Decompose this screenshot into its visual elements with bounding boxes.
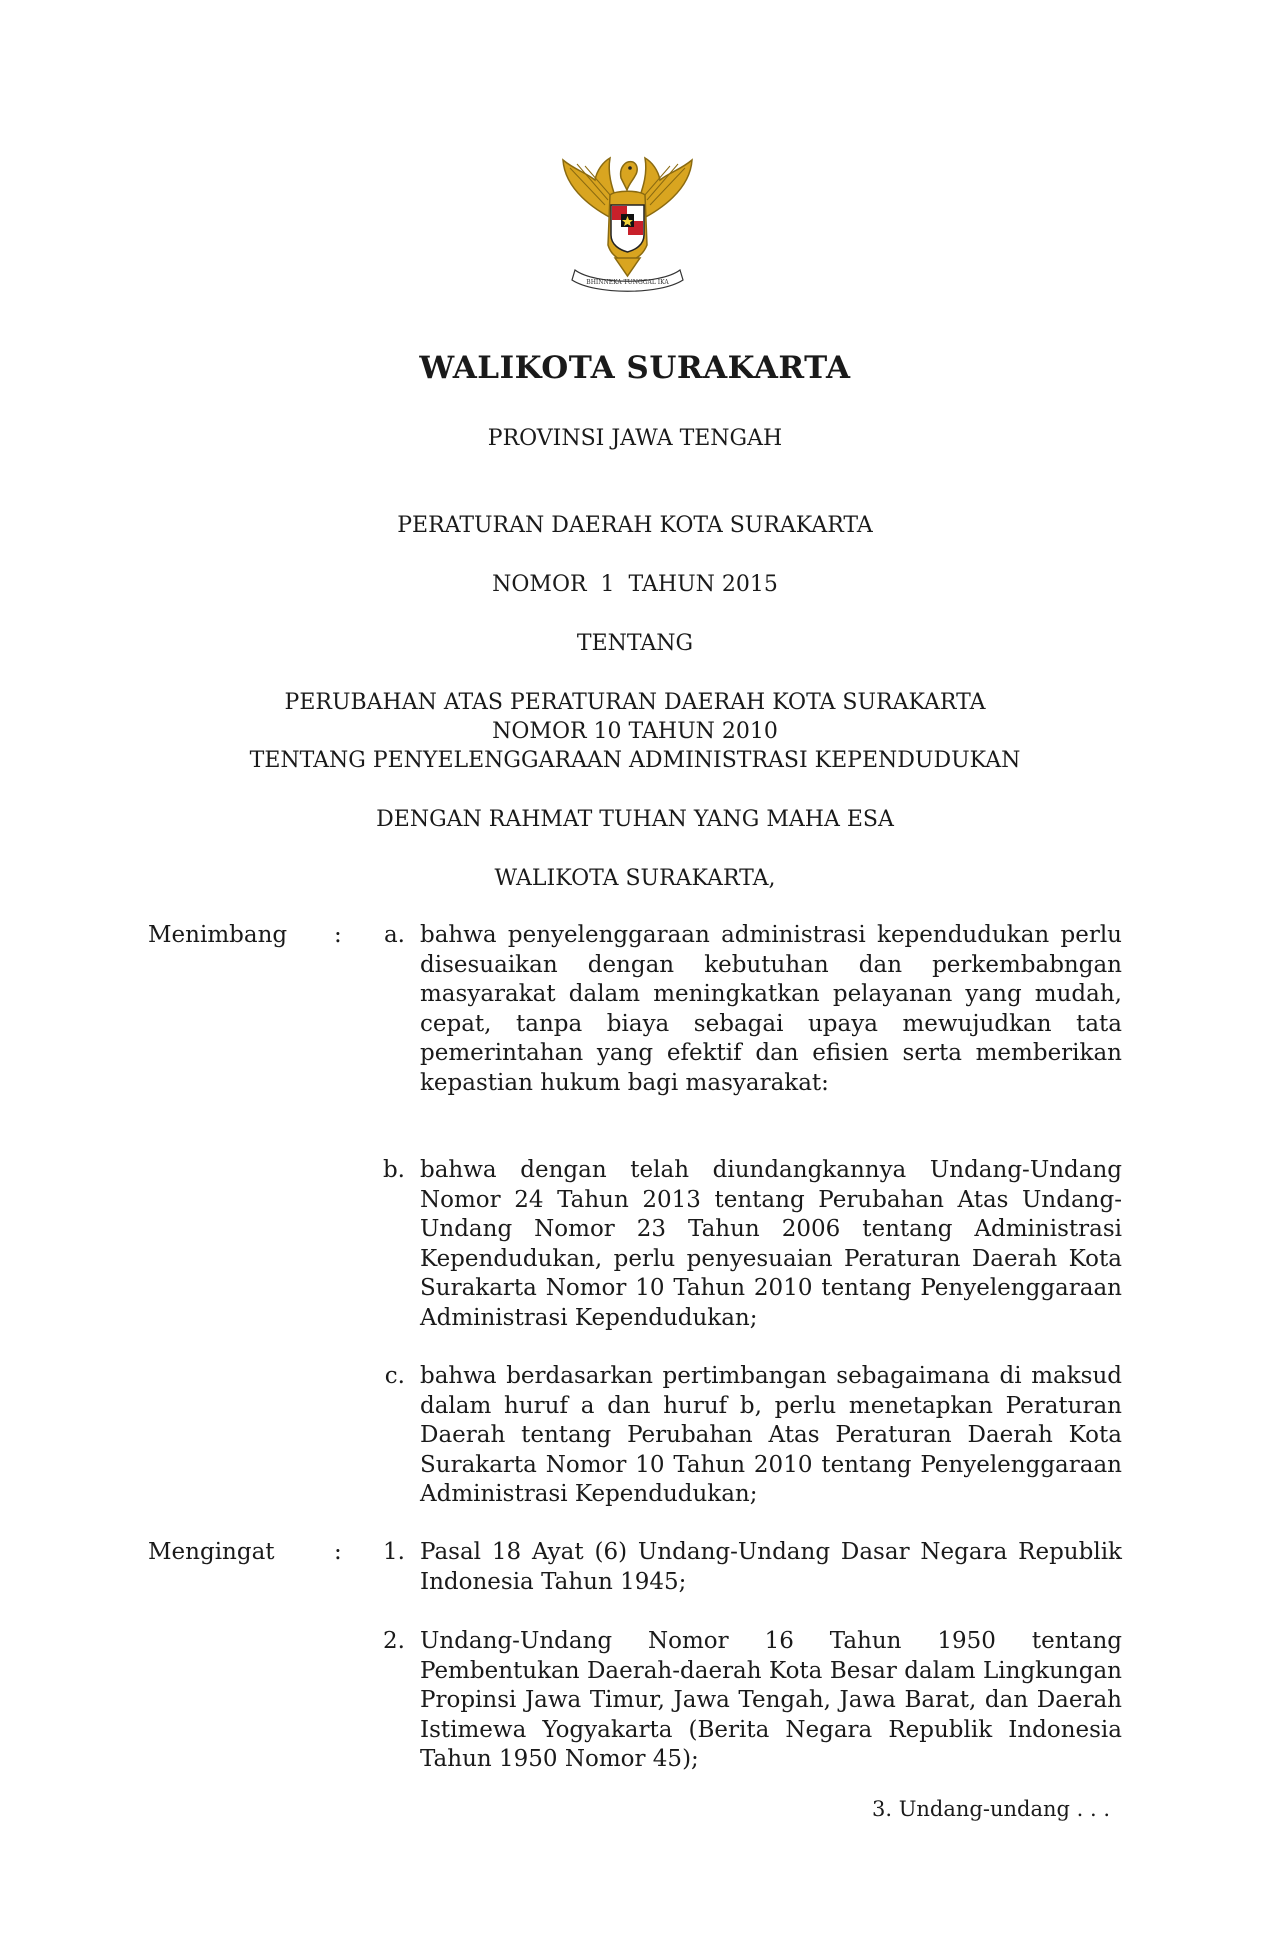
regulation-number: NOMOR 1 TAHUN 2015 bbox=[492, 572, 778, 597]
menimbang-marker-c: c. bbox=[384, 1363, 405, 1389]
mengingat-marker-1: 1. bbox=[383, 1539, 405, 1565]
subject-line-3: TENTANG PENYELENGGARAAN ADMINISTRASI KEPENDUDUKAN bbox=[249, 748, 1021, 773]
pancasila-shield bbox=[611, 205, 644, 252]
mengingat-marker-2: 2. bbox=[383, 1628, 405, 1654]
menimbang-marker-b: b. bbox=[382, 1157, 405, 1183]
catchword: 3. Undang-undang . . . bbox=[872, 1797, 1110, 1821]
about-heading: TENTANG bbox=[576, 631, 694, 656]
regulation-heading: PERATURAN DAERAH KOTA SURAKARTA bbox=[397, 513, 873, 538]
menimbang-item-b: bahwa dengan telah diundangkannya Undang-Undang Nomor 24 Tahun 2013 tentang Perubahan Atas Undang-Undang Nomor 23 Tahun 2006 tentang Administrasi Kependudukan, perlu penyesuaian Peraturan Daerah Kota Surakarta Nomor 10 Tahun 2010 tentang Penyelenggaraan Administrasi Kependudukan; bbox=[420, 1157, 1122, 1331]
motto-text: BHINNEKA TUNGGAL IKA bbox=[586, 279, 669, 286]
garuda-tail bbox=[615, 258, 640, 276]
menimbang-item-c: bahwa berdasarkan pertimbangan sebagaimana di maksud dalam huruf a dan huruf b, perlu menetapkan Peraturan Daerah tentang Perubahan Atas Peraturan Daerah Kota Surakarta Nomor 10 Tahun 2010 tentang Penyelenggaraan Administrasi Kependudukan; bbox=[420, 1363, 1122, 1507]
mengingat-label: Mengingat bbox=[148, 1539, 275, 1565]
invocation: DENGAN RAHMAT TUHAN YANG MAHA ESA bbox=[376, 807, 894, 832]
authority: WALIKOTA SURAKARTA, bbox=[494, 866, 776, 891]
subject-line-2: NOMOR 10 TAHUN 2010 bbox=[492, 719, 778, 744]
menimbang-item-a: bahwa penyelenggaraan administrasi kependudukan perlu disesuaikan dengan kebutuhan dan perkembabngan masyarakat dalam meningkatkan pelayanan yang mudah, cepat, tanpa biaya sebagai upaya mewujudkan tata pemerintahan yang efektif dan efisien serta memberikan kepastian hukum bagi masyarakat: bbox=[420, 922, 1122, 1096]
garuda-emblem bbox=[555, 150, 700, 300]
province-line: PROVINSI JAWA TENGAH bbox=[487, 426, 783, 451]
document-title: WALIKOTA SURAKARTA bbox=[419, 350, 851, 386]
menimbang-marker-a: a. bbox=[383, 922, 405, 948]
menimbang-colon: : bbox=[334, 922, 342, 948]
garuda-head bbox=[621, 162, 638, 190]
menimbang-label: Menimbang bbox=[148, 922, 288, 948]
mengingat-colon: : bbox=[334, 1539, 342, 1565]
mengingat-item-1: Pasal 18 Ayat (6) Undang-Undang Dasar Negara Republik Indonesia Tahun 1945; bbox=[420, 1539, 1122, 1595]
subject-line-1: PERUBAHAN ATAS PERATURAN DAERAH KOTA SURAKARTA bbox=[284, 690, 986, 715]
mengingat-item-2: Undang-Undang Nomor 16 Tahun 1950 tentang Pembentukan Daerah-daerah Kota Besar dalam Lingkungan Propinsi Jawa Timur, Jawa Tengah, Jawa Barat, dan Daerah Istimewa Yogyakarta (Berita Negara Republik Indonesia Tahun 1950 Nomor 45); bbox=[420, 1628, 1122, 1772]
